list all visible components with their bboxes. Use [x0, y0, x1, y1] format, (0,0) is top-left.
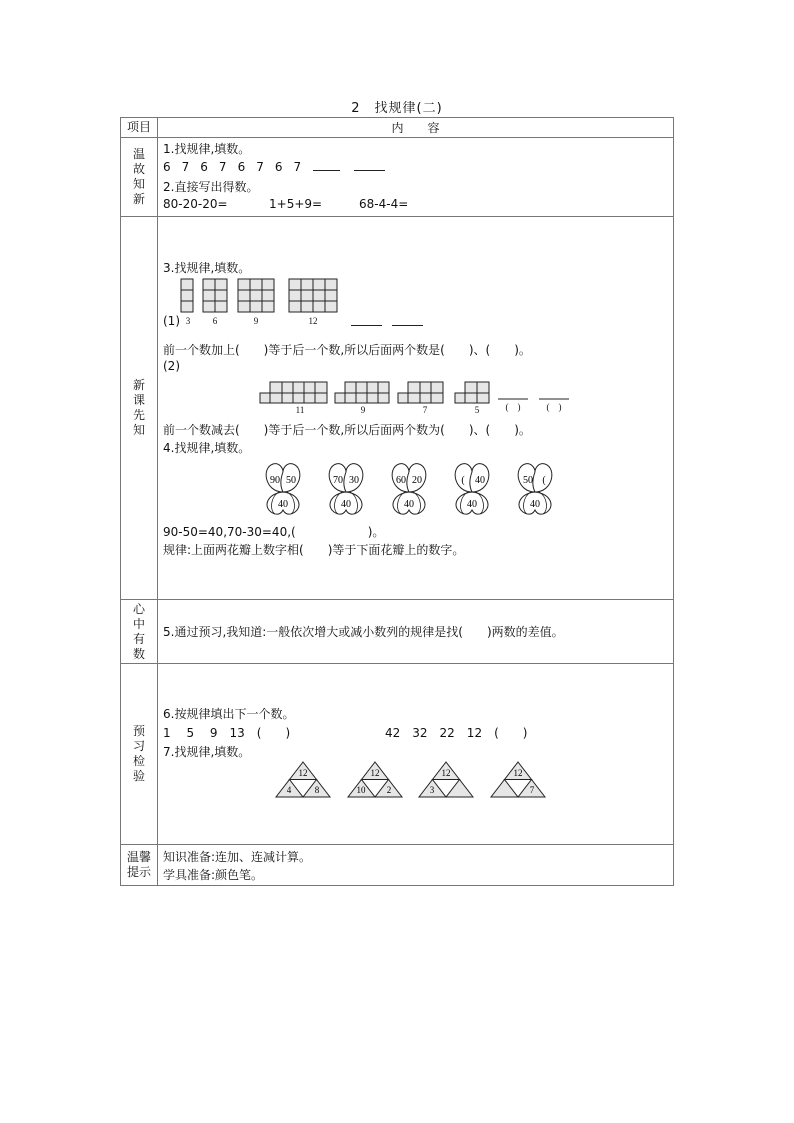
triangle-4	[491, 762, 545, 797]
part1-label: (1)	[163, 314, 180, 328]
q6-text: 6.按规律填出下一个数。	[163, 707, 295, 721]
svg-text:50: 50	[286, 475, 296, 486]
svg-text:70: 70	[333, 475, 343, 486]
bar-blank-label: ( )	[546, 402, 562, 412]
bar-label: 11	[295, 405, 305, 415]
heart-content	[158, 600, 674, 664]
part2-text: 前一个数减去( )等于后一个数,所以后面两个数为( )、( )。	[163, 423, 531, 437]
flower-5	[518, 464, 552, 515]
review-content	[158, 138, 674, 217]
side-review: 温 故 知 新	[121, 138, 158, 217]
svg-text:20: 20	[412, 475, 422, 486]
flower-4	[455, 464, 489, 515]
sequence-row: 6 7 6 7 6 7 6 7	[163, 159, 385, 174]
flower-1	[266, 464, 300, 515]
block-label: 9	[253, 316, 259, 326]
svg-text:40: 40	[467, 499, 477, 510]
answer-blank[interactable]	[392, 314, 423, 326]
side-tips: 温馨 提示	[121, 845, 158, 886]
sequence-b: 42 32 22 12 ( )	[385, 726, 528, 740]
svg-text:12: 12	[298, 768, 308, 778]
side-heart: 心 中 有 数	[121, 600, 158, 664]
svg-text:40: 40	[404, 499, 414, 510]
svg-text:4: 4	[286, 785, 292, 795]
side-new-lesson: 新 课 先 知	[121, 217, 158, 600]
svg-text:(: (	[542, 475, 546, 486]
page-title: 2 找规律(二)	[351, 101, 443, 116]
calc-row: 80-20-20= 1+5+9= 68-4-4=	[163, 197, 409, 211]
triangle-3	[419, 762, 473, 797]
q1-text: 1.找规律,填数。	[163, 142, 251, 156]
header-project: 项目	[121, 118, 158, 138]
bar-label: 5	[474, 405, 480, 415]
bar-blank-label: ( )	[505, 402, 521, 412]
sequence-a: 1 5 9 13 ( )	[163, 726, 291, 740]
tips-content	[158, 845, 674, 886]
svg-text:3: 3	[429, 785, 435, 795]
part1-text: 前一个数加上( )等于后一个数,所以后面两个数是( )、( )。	[163, 343, 531, 357]
svg-text:30: 30	[349, 475, 359, 486]
flower-3	[392, 464, 426, 515]
block-label: 6	[212, 316, 218, 326]
bar-label: 7	[422, 405, 428, 415]
svg-text:60: 60	[396, 475, 406, 486]
side-check: 预 习 检 验	[121, 664, 158, 845]
part2-label: (2)	[163, 359, 180, 373]
svg-text:40: 40	[278, 499, 288, 510]
svg-text:10: 10	[356, 785, 366, 795]
check-content	[158, 664, 674, 845]
svg-text:50: 50	[523, 475, 533, 486]
answer-blank[interactable]	[313, 159, 340, 171]
svg-text:12: 12	[513, 768, 523, 778]
q7-text: 7.找规律,填数。	[163, 745, 251, 759]
new-lesson-content	[158, 217, 674, 600]
flower-2	[329, 464, 363, 515]
svg-text:90: 90	[270, 475, 280, 486]
tip-line-1: 知识准备:连加、连减计算。	[163, 850, 312, 864]
block-label: 3	[185, 316, 191, 326]
block-columns-figure	[178, 276, 368, 328]
bar-blocks-figure	[258, 377, 578, 417]
block-label: 12	[308, 316, 318, 326]
svg-text:40: 40	[530, 499, 540, 510]
svg-text:2: 2	[386, 785, 392, 795]
triangles-figure	[273, 760, 563, 802]
svg-text:40: 40	[475, 475, 485, 486]
svg-text:7: 7	[529, 785, 535, 795]
answer-blank[interactable]	[354, 159, 385, 171]
svg-text:12: 12	[441, 768, 451, 778]
q4-text: 4.找规律,填数。	[163, 441, 251, 455]
header-content: 内 容	[158, 118, 674, 138]
tip-line-2: 学具准备:颜色笔。	[163, 868, 264, 882]
triangle-2	[348, 762, 402, 797]
answer-blank[interactable]	[351, 314, 382, 326]
q3-text: 3.找规律,填数。	[163, 261, 251, 275]
triangle-1	[276, 762, 330, 797]
svg-text:8: 8	[314, 785, 320, 795]
bar-label: 9	[360, 405, 366, 415]
rule-text: 规律:上面两花瓣上数字相( )等于下面花瓣上的数字。	[163, 543, 465, 557]
svg-text:12: 12	[370, 768, 380, 778]
svg-text:40: 40	[341, 499, 351, 510]
calc-line: 90-50=40,70-30=40,( )。	[163, 525, 385, 539]
worksheet-table	[120, 117, 674, 886]
svg-text:(: (	[461, 475, 465, 486]
flowers-figure	[258, 456, 578, 520]
q5-text: 5.通过预习,我知道:一般依次增大或减小数列的规律是找( )两数的差值。	[163, 625, 564, 639]
q2-text: 2.直接写出得数。	[163, 180, 259, 194]
